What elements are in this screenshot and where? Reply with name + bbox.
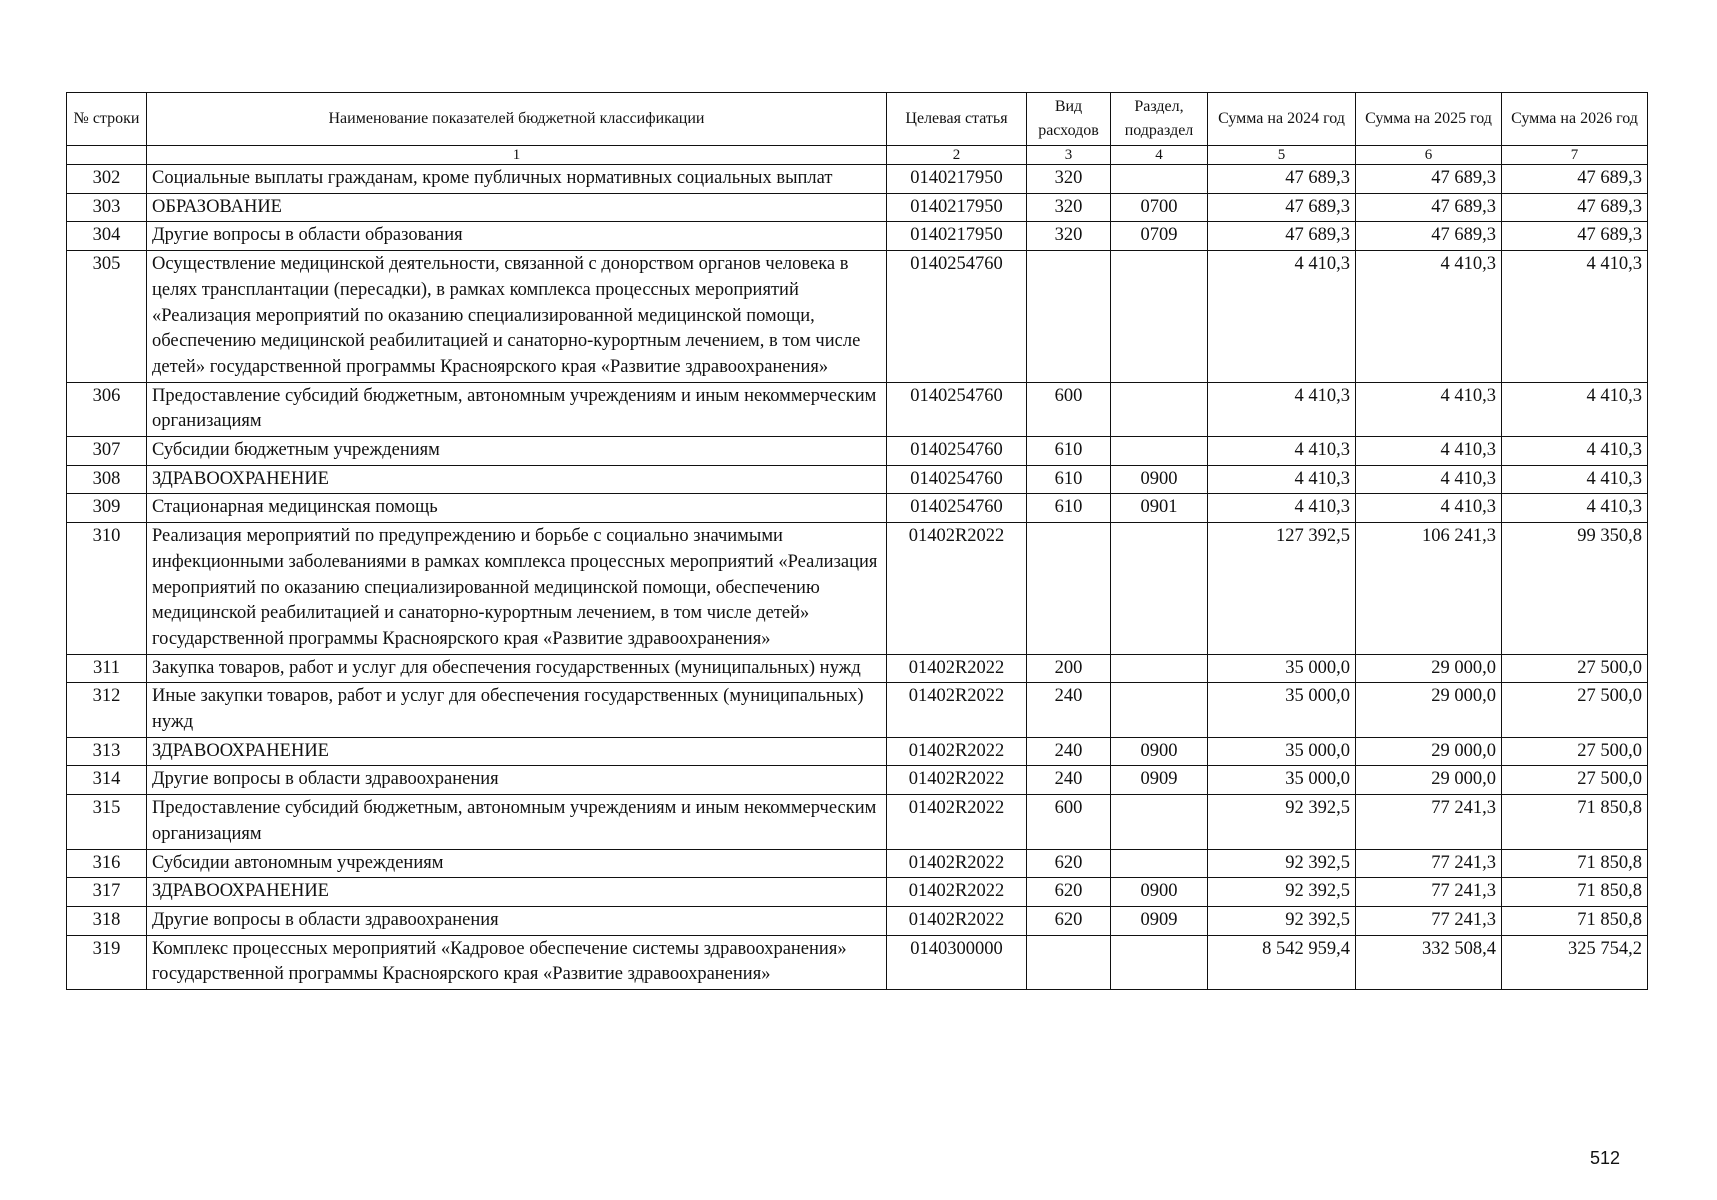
page-number: 512: [1590, 1148, 1621, 1168]
row-section: 0900: [1111, 465, 1208, 494]
row-number: 308: [67, 465, 147, 494]
table-row: [67, 795, 1648, 849]
row-sum-2025: 4 410,3: [1356, 382, 1502, 436]
row-expense-kind: 610: [1027, 465, 1111, 494]
row-name: ЗДРАВООХРАНЕНИЕ: [147, 465, 887, 494]
row-target-code: 01402R2022: [887, 906, 1027, 935]
table-row: [67, 251, 1648, 383]
header-row-no: № строки: [67, 93, 147, 146]
row-name: ЗДРАВООХРАНЕНИЕ: [147, 737, 887, 766]
column-number: [67, 146, 147, 165]
row-name: ОБРАЗОВАНИЕ: [147, 193, 887, 222]
column-number: 7: [1502, 146, 1648, 165]
row-expense-kind: 200: [1027, 654, 1111, 683]
row-sum-2024: 47 689,3: [1208, 165, 1356, 194]
row-section: 0909: [1111, 906, 1208, 935]
row-sum-2024: 4 410,3: [1208, 382, 1356, 436]
row-name: Субсидии автономным учреждениям: [147, 849, 887, 878]
row-sum-2026: 27 500,0: [1502, 737, 1648, 766]
row-sum-2025: 4 410,3: [1356, 251, 1502, 383]
row-sum-2026: 4 410,3: [1502, 465, 1648, 494]
row-number: 306: [67, 382, 147, 436]
table-row: [67, 193, 1648, 222]
column-number: 5: [1208, 146, 1356, 165]
row-number: 318: [67, 906, 147, 935]
row-section: 0909: [1111, 766, 1208, 795]
row-number: 319: [67, 935, 147, 989]
row-name: Закупка товаров, работ и услуг для обеспечения государственных (муниципальных) нужд: [147, 654, 887, 683]
row-sum-2025: 77 241,3: [1356, 849, 1502, 878]
header-row: [67, 93, 1648, 146]
row-expense-kind: 240: [1027, 766, 1111, 795]
table-row: [67, 849, 1648, 878]
row-sum-2024: 35 000,0: [1208, 737, 1356, 766]
row-target-code: 01402R2022: [887, 849, 1027, 878]
row-section: 0900: [1111, 737, 1208, 766]
row-expense-kind: 610: [1027, 494, 1111, 523]
row-expense-kind: [1027, 251, 1111, 383]
row-number: 317: [67, 878, 147, 907]
row-target-code: 01402R2022: [887, 737, 1027, 766]
row-sum-2025: 77 241,3: [1356, 795, 1502, 849]
row-sum-2026: 4 410,3: [1502, 494, 1648, 523]
row-name: ЗДРАВООХРАНЕНИЕ: [147, 878, 887, 907]
row-number: 311: [67, 654, 147, 683]
row-section: [1111, 935, 1208, 989]
header-name: Наименование показателей бюджетной классификации: [147, 93, 887, 146]
table-row: [67, 766, 1648, 795]
row-sum-2026: 27 500,0: [1502, 683, 1648, 737]
row-sum-2026: 27 500,0: [1502, 654, 1648, 683]
row-sum-2024: 4 410,3: [1208, 251, 1356, 383]
row-name: Комплекс процессных мероприятий «Кадровое обеспечение системы здравоохранения» государственной программы Красноярского края «Развитие здравоохранения»: [147, 935, 887, 989]
column-number: 6: [1356, 146, 1502, 165]
row-sum-2026: 99 350,8: [1502, 523, 1648, 655]
row-name: Другие вопросы в области образования: [147, 222, 887, 251]
row-sum-2026: 71 850,8: [1502, 849, 1648, 878]
column-number: 4: [1111, 146, 1208, 165]
row-expense-kind: [1027, 523, 1111, 655]
row-target-code: 01402R2022: [887, 523, 1027, 655]
header-sum-2025: Сумма на 2025 год: [1356, 93, 1502, 146]
row-expense-kind: 610: [1027, 437, 1111, 466]
header-target: Целевая статья: [887, 93, 1027, 146]
row-name: Реализация мероприятий по предупреждению и борьбе с социально значимыми инфекционными заболеваниями в рамках комплекса процессных мероприятий «Реализация мероприятий по оказанию специализированной медицинской помощи, обеспечению медицинской реабилитацией и санаторно-курортным лечением, в том числе детей» государственной программы Красноярского края «Развитие здравоохранения»: [147, 523, 887, 655]
table-row: [67, 906, 1648, 935]
table-row: [67, 935, 1648, 989]
row-number: 310: [67, 523, 147, 655]
row-sum-2026: 4 410,3: [1502, 251, 1648, 383]
row-target-code: 0140254760: [887, 251, 1027, 383]
row-target-code: 01402R2022: [887, 683, 1027, 737]
header-sum-2024: Сумма на 2024 год: [1208, 93, 1356, 146]
row-sum-2024: 127 392,5: [1208, 523, 1356, 655]
row-target-code: 0140300000: [887, 935, 1027, 989]
row-section: [1111, 654, 1208, 683]
row-sum-2026: 71 850,8: [1502, 795, 1648, 849]
table-body: [67, 165, 1648, 990]
row-section: 0700: [1111, 193, 1208, 222]
row-section: 0709: [1111, 222, 1208, 251]
row-name: Социальные выплаты гражданам, кроме публичных нормативных социальных выплат: [147, 165, 887, 194]
row-section: [1111, 683, 1208, 737]
budget-sheet: [66, 92, 1647, 990]
row-sum-2025: 47 689,3: [1356, 222, 1502, 251]
row-name: Другие вопросы в области здравоохранения: [147, 766, 887, 795]
row-sum-2025: 4 410,3: [1356, 465, 1502, 494]
row-number: 304: [67, 222, 147, 251]
row-expense-kind: 620: [1027, 878, 1111, 907]
row-target-code: 01402R2022: [887, 878, 1027, 907]
table-row: [67, 222, 1648, 251]
row-sum-2026: 47 689,3: [1502, 165, 1648, 194]
row-target-code: 01402R2022: [887, 795, 1027, 849]
row-expense-kind: 620: [1027, 906, 1111, 935]
row-sum-2026: 47 689,3: [1502, 222, 1648, 251]
row-number: 309: [67, 494, 147, 523]
row-sum-2025: 47 689,3: [1356, 165, 1502, 194]
row-target-code: 0140217950: [887, 165, 1027, 194]
row-sum-2024: 8 542 959,4: [1208, 935, 1356, 989]
row-target-code: 0140254760: [887, 382, 1027, 436]
row-sum-2026: 4 410,3: [1502, 382, 1648, 436]
row-number: 314: [67, 766, 147, 795]
row-number: 312: [67, 683, 147, 737]
row-target-code: 01402R2022: [887, 766, 1027, 795]
row-sum-2026: 325 754,2: [1502, 935, 1648, 989]
header-kind: Вид расходов: [1027, 93, 1111, 146]
row-target-code: 0140254760: [887, 465, 1027, 494]
row-sum-2025: 77 241,3: [1356, 906, 1502, 935]
row-sum-2024: 4 410,3: [1208, 494, 1356, 523]
table-row: [67, 683, 1648, 737]
table-row: [67, 654, 1648, 683]
row-sum-2024: 35 000,0: [1208, 654, 1356, 683]
row-expense-kind: 320: [1027, 165, 1111, 194]
row-number: 316: [67, 849, 147, 878]
row-sum-2025: 47 689,3: [1356, 193, 1502, 222]
row-section: [1111, 165, 1208, 194]
row-target-code: 01402R2022: [887, 654, 1027, 683]
row-sum-2025: 332 508,4: [1356, 935, 1502, 989]
row-expense-kind: 600: [1027, 382, 1111, 436]
row-number: 313: [67, 737, 147, 766]
row-sum-2026: 27 500,0: [1502, 766, 1648, 795]
row-sum-2026: 71 850,8: [1502, 878, 1648, 907]
row-target-code: 0140217950: [887, 193, 1027, 222]
row-sum-2024: 92 392,5: [1208, 878, 1356, 907]
table-row: [67, 523, 1648, 655]
row-expense-kind: 600: [1027, 795, 1111, 849]
row-sum-2025: 29 000,0: [1356, 737, 1502, 766]
row-sum-2024: 35 000,0: [1208, 766, 1356, 795]
row-sum-2025: 29 000,0: [1356, 766, 1502, 795]
row-sum-2025: 77 241,3: [1356, 878, 1502, 907]
row-section: 0900: [1111, 878, 1208, 907]
row-section: [1111, 795, 1208, 849]
budget-table: [66, 92, 1648, 990]
row-sum-2024: 4 410,3: [1208, 465, 1356, 494]
row-name: Предоставление субсидий бюджетным, автономным учреждениям и иным некоммерческим организациям: [147, 795, 887, 849]
column-number-row: [67, 146, 1648, 165]
header-sum-2026: Сумма на 2026 год: [1502, 93, 1648, 146]
table-row: [67, 382, 1648, 436]
row-section: [1111, 437, 1208, 466]
header-section: Раздел, подраздел: [1111, 93, 1208, 146]
row-number: 307: [67, 437, 147, 466]
row-name: Осуществление медицинской деятельности, связанной с донорством органов человека в целях трансплантации (пересадки), в рамках комплекса процессных мероприятий «Реализация мероприятий по оказанию специализированной медицинской помощи, обеспечению медицинской реабилитацией и санаторно-курортным лечением, в том числе детей» государственной программы Красноярского края «Развитие здравоохранения»: [147, 251, 887, 383]
row-number: 315: [67, 795, 147, 849]
row-sum-2024: 47 689,3: [1208, 222, 1356, 251]
row-expense-kind: 320: [1027, 193, 1111, 222]
row-section: 0901: [1111, 494, 1208, 523]
row-name: Субсидии бюджетным учреждениям: [147, 437, 887, 466]
row-sum-2025: 4 410,3: [1356, 437, 1502, 466]
row-name: Иные закупки товаров, работ и услуг для обеспечения государственных (муниципальных) нужд: [147, 683, 887, 737]
row-section: [1111, 523, 1208, 655]
table-row: [67, 494, 1648, 523]
table-row: [67, 465, 1648, 494]
row-sum-2026: 47 689,3: [1502, 193, 1648, 222]
row-sum-2024: 4 410,3: [1208, 437, 1356, 466]
row-expense-kind: 620: [1027, 849, 1111, 878]
row-sum-2024: 92 392,5: [1208, 849, 1356, 878]
row-sum-2025: 106 241,3: [1356, 523, 1502, 655]
row-sum-2025: 4 410,3: [1356, 494, 1502, 523]
row-section: [1111, 382, 1208, 436]
table-row: [67, 878, 1648, 907]
row-target-code: 0140254760: [887, 494, 1027, 523]
row-expense-kind: 240: [1027, 737, 1111, 766]
column-number: 3: [1027, 146, 1111, 165]
table-row: [67, 437, 1648, 466]
table-row: [67, 165, 1648, 194]
column-number: 2: [887, 146, 1027, 165]
row-name: Другие вопросы в области здравоохранения: [147, 906, 887, 935]
row-name: Стационарная медицинская помощь: [147, 494, 887, 523]
row-name: Предоставление субсидий бюджетным, автономным учреждениям и иным некоммерческим организациям: [147, 382, 887, 436]
row-number: 303: [67, 193, 147, 222]
column-number: 1: [147, 146, 887, 165]
row-section: [1111, 849, 1208, 878]
table-row: [67, 737, 1648, 766]
row-expense-kind: 320: [1027, 222, 1111, 251]
row-sum-2024: 92 392,5: [1208, 906, 1356, 935]
row-section: [1111, 251, 1208, 383]
row-target-code: 0140254760: [887, 437, 1027, 466]
row-target-code: 0140217950: [887, 222, 1027, 251]
row-sum-2025: 29 000,0: [1356, 683, 1502, 737]
row-number: 302: [67, 165, 147, 194]
row-sum-2026: 71 850,8: [1502, 906, 1648, 935]
row-sum-2024: 47 689,3: [1208, 193, 1356, 222]
row-sum-2025: 29 000,0: [1356, 654, 1502, 683]
row-expense-kind: 240: [1027, 683, 1111, 737]
row-sum-2024: 92 392,5: [1208, 795, 1356, 849]
row-sum-2026: 4 410,3: [1502, 437, 1648, 466]
row-sum-2024: 35 000,0: [1208, 683, 1356, 737]
row-number: 305: [67, 251, 147, 383]
row-expense-kind: [1027, 935, 1111, 989]
